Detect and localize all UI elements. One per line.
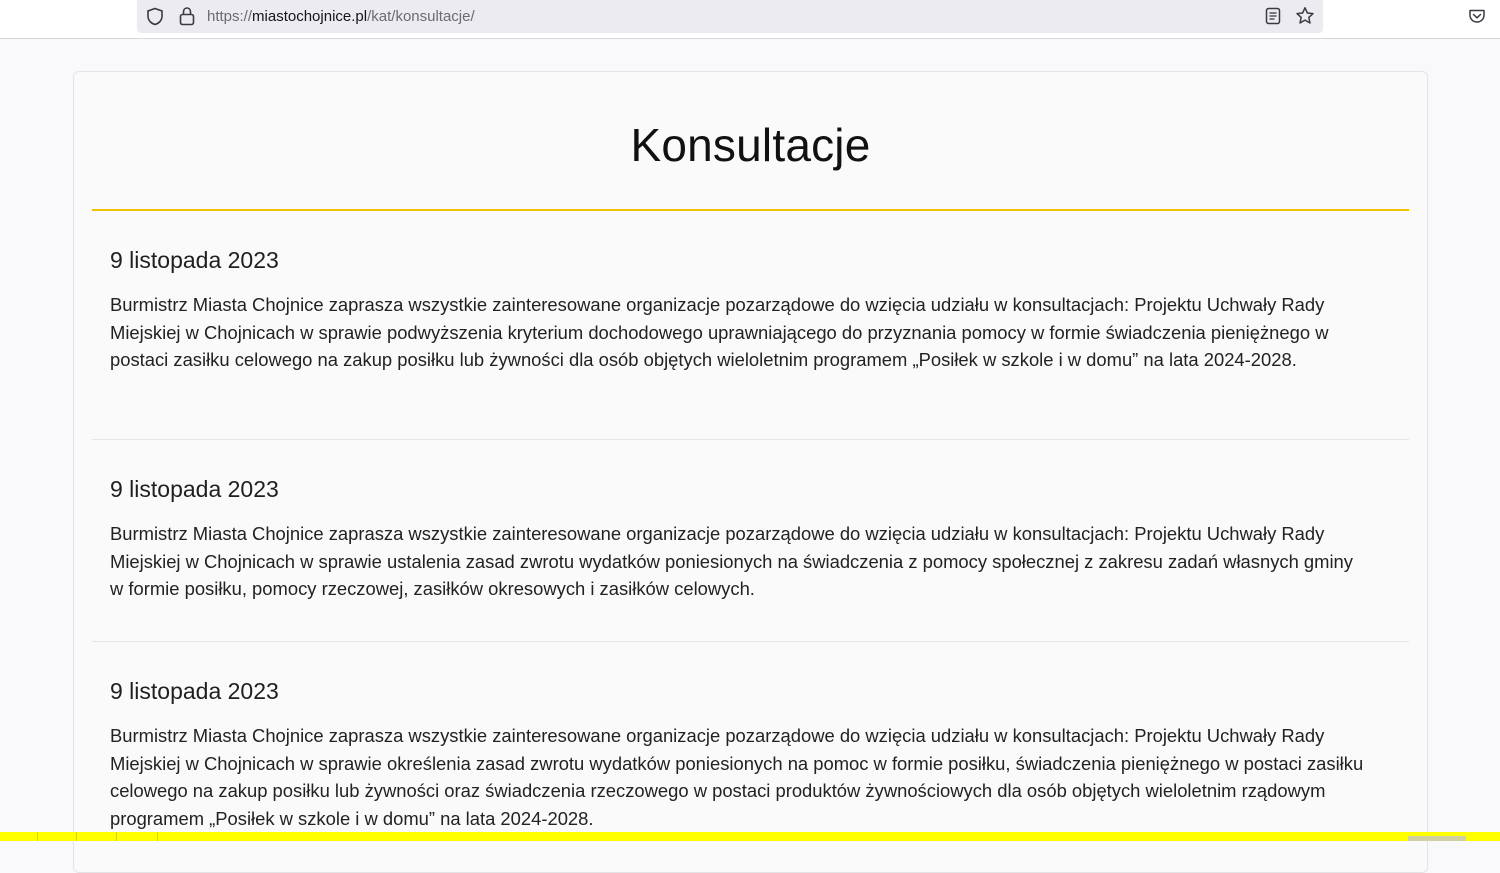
url-text[interactable] — [207, 8, 475, 25]
consultation-item — [110, 476, 1370, 603]
pocket-icon[interactable] — [1468, 8, 1486, 24]
consultation-date: 9 listopada 2023 — [110, 678, 279, 704]
url-scheme: https:// — [207, 8, 253, 25]
title-underline — [92, 209, 1409, 211]
consultation-text[interactable]: Burmistrz Miasta Chojnice zaprasza wszystkie zainteresowane organizacje pozarządowe do wzięcia udziału w konsultacjach: Projektu Uchwały Rady Miejskiej w Chojnicach w sprawie ustalenia zasad zwrotu wydatków poniesionych na świadczenia z pomocy społecznej z zakresu zadań własnych gminy w formie posiłku, pomocy rzeczowej, zasiłków okresowych i zasiłków celowych. — [110, 523, 1353, 599]
item-divider — [92, 439, 1409, 440]
page-title: Konsultacje — [630, 119, 871, 171]
content-card — [73, 71, 1428, 873]
strip-button[interactable] — [1408, 836, 1466, 841]
consultation-item — [110, 247, 1370, 374]
bookmark-star-icon[interactable] — [1295, 6, 1315, 25]
consultation-text[interactable]: Burmistrz Miasta Chojnice zaprasza wszystkie zainteresowane organizacje pozarządowe do wzięcia udziału w konsultacjach: Projektu Uchwały Rady Miejskiej w Chojnicach w sprawie określenia zasad zwrotu wydatków poniesionych na pomoc w formie posiłku, świadczenia pieniężnego w postaci zasiłku celowego na zakup posiłku lub żywności oraz świadczenia rzeczowego w postaci produktów żywnościowych dla osób objętych wieloletnim rządowym programem „Posiłek w szkole i w domu” na lata 2024-2028. — [110, 725, 1364, 829]
item-divider — [92, 641, 1409, 642]
url-host: miastochojnice.pl — [252, 8, 368, 25]
shield-icon[interactable] — [146, 7, 164, 26]
browser-toolbar — [0, 0, 1500, 39]
url-path: /kat/konsultacje/ — [367, 8, 475, 25]
strip-separator — [116, 832, 117, 841]
bottom-toolbar-strip — [0, 832, 1500, 841]
consultation-date: 9 listopada 2023 — [110, 247, 279, 273]
strip-separator — [37, 832, 38, 841]
consultation-text[interactable]: Burmistrz Miasta Chojnice zaprasza wszystkie zainteresowane organizacje pozarządowe do wzięcia udziału w konsultacjach: Projektu Uchwały Rady Miejskiej w Chojnicach w sprawie podwyższenia kryterium dochodowego uprawniającego do przyznania pomocy w formie świadczenia pieniężnego w postaci zasiłku celowego na zakup posiłku lub żywności dla osób objętych wieloletnim programem „Posiłek w szkole i w domu” na lata 2024-2028. — [110, 294, 1329, 370]
consultation-item — [110, 678, 1370, 832]
reader-view-icon[interactable] — [1265, 7, 1281, 25]
consultation-date: 9 listopada 2023 — [110, 476, 279, 502]
strip-separator — [157, 832, 158, 841]
strip-separator — [76, 832, 77, 841]
lock-icon[interactable] — [178, 6, 196, 26]
